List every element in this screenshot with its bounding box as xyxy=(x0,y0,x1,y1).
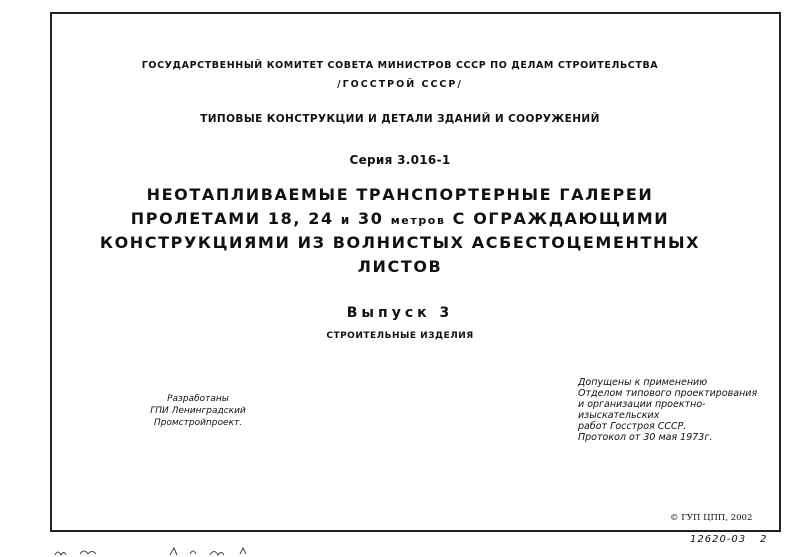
approval-block xyxy=(578,377,778,443)
title-line-2-30: 30 xyxy=(350,209,391,228)
approval-line-3: и организации проектно-изыскательских xyxy=(578,399,706,421)
code-number: 12620-03 xyxy=(690,534,747,545)
approval-line-4: работ Госстроя СССР. xyxy=(578,421,687,432)
title-line-3: КОНСТРУКЦИЯМИ ИЗ ВОЛНИСТЫХ АСБЕСТОЦЕМЕНТНЫХ xyxy=(99,233,701,252)
developer-block xyxy=(108,393,288,429)
agency-name: ГОСУДАРСТВЕННЫЙ КОМИТЕТ СОВЕТА МИНИСТРОВ СССР ПО ДЕЛАМ СТРОИТЕЛЬСТВА xyxy=(141,60,659,71)
title-and-word: и xyxy=(340,213,351,227)
title-line-4: ЛИСТОВ xyxy=(357,257,443,276)
approval-line-5: Протокол от 30 мая 1973г. xyxy=(578,432,713,443)
title-line-2 xyxy=(0,209,800,228)
issue-number: Выпуск 3 xyxy=(346,305,454,321)
handwritten-scribble xyxy=(40,545,280,557)
copyright-notice: © ГУП ЦПП, 2002 xyxy=(670,513,753,523)
category-heading: ТИПОВЫЕ КОНСТРУКЦИИ И ДЕТАЛИ ЗДАНИЙ И СООРУЖЕНИЙ xyxy=(200,113,600,125)
issue-subtitle: СТРОИТЕЛЬНЫЕ ИЗДЕЛИЯ xyxy=(326,331,474,341)
developer-org: ГПИ Ленинградский Промстройпроект. xyxy=(150,406,246,428)
approval-line-1: Допущены к применению xyxy=(578,377,708,388)
developer-label: Разработаны xyxy=(167,394,229,404)
title-line-2-spans: ПРОЛЕТАМИ 18, 24 xyxy=(130,209,341,228)
title-line-2-end: С ОГРАЖДАЮЩИМИ xyxy=(445,209,670,228)
series-number: Серия 3.016-1 xyxy=(349,153,451,167)
approval-line-2: Отделом типового проектирования xyxy=(578,388,758,399)
title-meters-word: метров xyxy=(390,214,446,227)
gosstroy-label: /ГОССТРОЙ СССР/ xyxy=(337,79,463,90)
document-code xyxy=(690,534,768,545)
title-line-1: НЕОТАПЛИВАЕМЫЕ ТРАНСПОРТЕРНЫЕ ГАЛЕРЕИ xyxy=(146,185,654,204)
page-number: 2 xyxy=(760,534,768,545)
